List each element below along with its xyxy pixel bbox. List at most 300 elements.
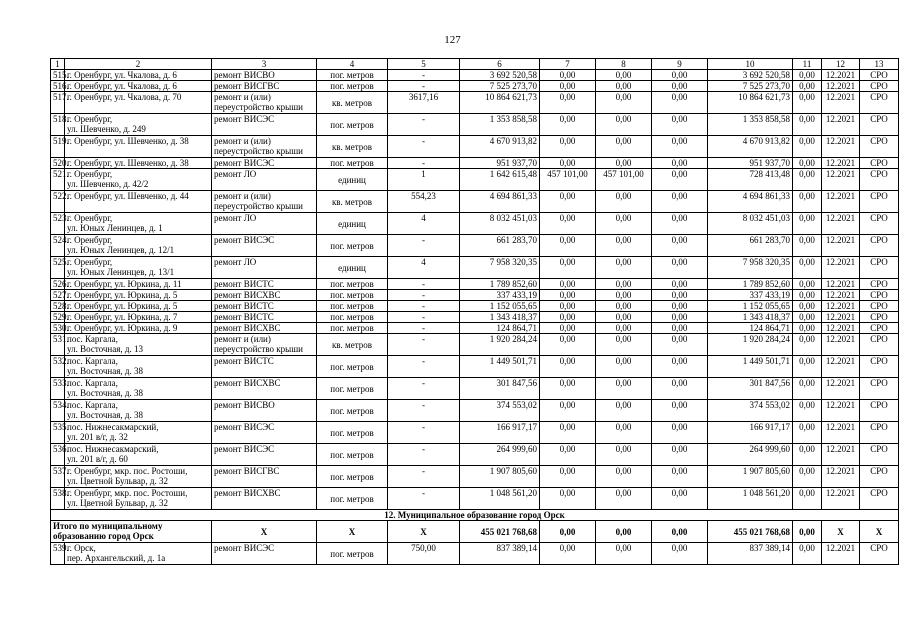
- address-line: пос. Каргала,: [67, 400, 118, 410]
- quantity-cell: -: [388, 422, 460, 444]
- address-line: г. Оренбург, ул. Юркина, д. 5: [67, 290, 178, 300]
- work-type-cell: [212, 169, 317, 191]
- quantity-cell: -: [388, 334, 460, 356]
- fund-cell: 457 101,00: [596, 169, 652, 191]
- address-line: г. Оренбург, ул. Чкалова, д. 70: [67, 92, 182, 102]
- row-number: 518.: [51, 114, 65, 136]
- work-type-cell: [212, 191, 317, 213]
- work-type-line: ремонт и (или): [214, 136, 271, 146]
- fund-cell: 0,00: [596, 488, 652, 510]
- fund-cell: 0,00: [652, 334, 708, 356]
- total-cell: 0,00: [596, 521, 652, 543]
- total-cell: 0,00: [540, 521, 596, 543]
- work-type-line: ремонт и (или): [214, 191, 271, 201]
- total-cost-cell: 124 864,71: [460, 323, 540, 334]
- unit-cell: пог. метров: [317, 158, 388, 169]
- method-cell: СРО: [860, 92, 899, 114]
- fund-cell: 0,00: [540, 543, 596, 565]
- total-cost-cell: 7 958 320,35: [460, 257, 540, 279]
- unit-cell: пог. метров: [317, 235, 388, 257]
- row-number: 535.: [51, 422, 65, 444]
- work-type-cell: [212, 114, 317, 136]
- owner-funds-cell: 1 789 852,60: [708, 279, 793, 290]
- row-number: 536.: [51, 444, 65, 466]
- table-row: [51, 356, 899, 378]
- total-cost-cell: 1 343 418,37: [460, 312, 540, 323]
- address-line: г. Оренбург, ул. Юркина, д. 5: [67, 301, 178, 311]
- quantity-cell: -: [388, 444, 460, 466]
- method-cell: СРО: [860, 334, 899, 356]
- unit-cell: пог. метров: [317, 323, 388, 334]
- owner-funds-cell: 1 343 418,37: [708, 312, 793, 323]
- fund-cell: 0,00: [652, 92, 708, 114]
- row-number: 523.: [51, 213, 65, 235]
- table-row: [51, 213, 899, 235]
- total-cost-cell: 10 864 621,73: [460, 92, 540, 114]
- column-header: 9: [652, 59, 708, 70]
- column-header: 11: [793, 59, 822, 70]
- table-row: [51, 114, 899, 136]
- fund-cell: 0,00: [652, 488, 708, 510]
- total-label: Итого по муниципальному образованию город Орск: [51, 521, 212, 543]
- fund-cell: 0,00: [596, 334, 652, 356]
- address-line: ул. 201 в/г, д. 32: [67, 432, 128, 442]
- work-type-cell: [212, 290, 317, 301]
- deadline-cell: 12.2021: [822, 158, 860, 169]
- other-funds-cell: 0,00: [793, 301, 822, 312]
- method-cell: СРО: [860, 114, 899, 136]
- work-type-cell: [212, 466, 317, 488]
- table-row: [51, 279, 899, 290]
- table-row: [51, 543, 899, 565]
- fund-cell: 0,00: [596, 235, 652, 257]
- method-cell: СРО: [860, 356, 899, 378]
- total-cost-cell: 4 670 913,82: [460, 136, 540, 158]
- quantity-cell: -: [388, 312, 460, 323]
- work-type-cell: [212, 400, 317, 422]
- work-type-line: переустройство крыши: [214, 201, 303, 211]
- unit-cell: кв. метров: [317, 191, 388, 213]
- address-cell: [65, 213, 212, 235]
- work-type-cell: [212, 312, 317, 323]
- other-funds-cell: 0,00: [793, 114, 822, 136]
- method-cell: СРО: [860, 422, 899, 444]
- work-type-cell: [212, 444, 317, 466]
- owner-funds-cell: 166 917,17: [708, 422, 793, 444]
- fund-cell: 0,00: [652, 290, 708, 301]
- work-type-cell: [212, 92, 317, 114]
- work-type-line: переустройство крыши: [214, 102, 303, 112]
- method-cell: СРО: [860, 488, 899, 510]
- other-funds-cell: 0,00: [793, 290, 822, 301]
- method-cell: СРО: [860, 213, 899, 235]
- method-cell: СРО: [860, 191, 899, 213]
- address-cell: [65, 466, 212, 488]
- fund-cell: 457 101,00: [540, 169, 596, 191]
- fund-cell: 0,00: [540, 334, 596, 356]
- method-cell: СРО: [860, 290, 899, 301]
- address-line: пос. Каргала,: [67, 334, 118, 344]
- other-funds-cell: 0,00: [793, 422, 822, 444]
- unit-cell: пог. метров: [317, 543, 388, 565]
- row-number: 521.: [51, 169, 65, 191]
- total-cost-cell: 7 525 273,70: [460, 81, 540, 92]
- owner-funds-cell: 1 048 561,20: [708, 488, 793, 510]
- column-header: 7: [540, 59, 596, 70]
- fund-cell: 0,00: [540, 158, 596, 169]
- owner-funds-cell: 837 389,14: [708, 543, 793, 565]
- total-cost-cell: 661 283,70: [460, 235, 540, 257]
- owner-funds-cell: 7 525 273,70: [708, 81, 793, 92]
- owner-funds-cell: 124 864,71: [708, 323, 793, 334]
- address-line: ул. Шевченко, д. 42/2: [67, 179, 149, 189]
- other-funds-cell: 0,00: [793, 312, 822, 323]
- address-cell: [65, 279, 212, 290]
- owner-funds-cell: 661 283,70: [708, 235, 793, 257]
- fund-cell: 0,00: [652, 158, 708, 169]
- method-cell: СРО: [860, 378, 899, 400]
- fund-cell: 0,00: [652, 312, 708, 323]
- method-cell: СРО: [860, 543, 899, 565]
- total-cost-cell: 8 032 451,03: [460, 213, 540, 235]
- owner-funds-cell: 1 449 501,71: [708, 356, 793, 378]
- fund-cell: 0,00: [652, 257, 708, 279]
- address-line: г. Оренбург, ул. Юркина, д. 11: [67, 279, 182, 289]
- fund-cell: 0,00: [540, 191, 596, 213]
- fund-cell: 0,00: [596, 158, 652, 169]
- table-row: [51, 92, 899, 114]
- row-number: 529.: [51, 312, 65, 323]
- fund-cell: 0,00: [540, 323, 596, 334]
- other-funds-cell: 0,00: [793, 488, 822, 510]
- fund-cell: 0,00: [652, 136, 708, 158]
- quantity-cell: -: [388, 114, 460, 136]
- quantity-cell: -: [388, 378, 460, 400]
- fund-cell: 0,00: [596, 81, 652, 92]
- fund-cell: 0,00: [596, 136, 652, 158]
- quantity-cell: -: [388, 488, 460, 510]
- row-number: 532.: [51, 356, 65, 378]
- table-row: [51, 323, 899, 334]
- quantity-cell: 554,23: [388, 191, 460, 213]
- total-cell: X: [388, 521, 460, 543]
- quantity-cell: -: [388, 81, 460, 92]
- fund-cell: 0,00: [540, 92, 596, 114]
- work-type-cell: [212, 70, 317, 81]
- total-cell: X: [822, 521, 860, 543]
- fund-cell: 0,00: [540, 422, 596, 444]
- fund-cell: 0,00: [596, 279, 652, 290]
- address-line: ул. Восточная, д. 38: [67, 388, 143, 398]
- unit-cell: кв. метров: [317, 92, 388, 114]
- other-funds-cell: 0,00: [793, 400, 822, 422]
- deadline-cell: 12.2021: [822, 543, 860, 565]
- fund-cell: 0,00: [596, 466, 652, 488]
- total-cost-cell: 1 920 284,24: [460, 334, 540, 356]
- fund-cell: 0,00: [652, 400, 708, 422]
- unit-cell: пог. метров: [317, 312, 388, 323]
- other-funds-cell: 0,00: [793, 235, 822, 257]
- row-number: 525.: [51, 257, 65, 279]
- total-cell: X: [212, 521, 317, 543]
- owner-funds-cell: 1 920 284,24: [708, 334, 793, 356]
- quantity-cell: -: [388, 290, 460, 301]
- deadline-cell: 12.2021: [822, 279, 860, 290]
- quantity-cell: 750,00: [388, 543, 460, 565]
- quantity-cell: 3617,16: [388, 92, 460, 114]
- fund-cell: 0,00: [652, 444, 708, 466]
- address-cell: [65, 257, 212, 279]
- column-header: 2: [65, 59, 212, 70]
- total-cost-cell: 1 449 501,71: [460, 356, 540, 378]
- owner-funds-cell: 1 152 055,65: [708, 301, 793, 312]
- total-cell: X: [860, 521, 899, 543]
- address-line: г. Оренбург,: [67, 257, 113, 267]
- deadline-cell: 12.2021: [822, 92, 860, 114]
- row-number: 527.: [51, 290, 65, 301]
- quantity-cell: -: [388, 70, 460, 81]
- row-number: 515.: [51, 70, 65, 81]
- table-row: [51, 257, 899, 279]
- work-type-cell: [212, 301, 317, 312]
- deadline-cell: 12.2021: [822, 235, 860, 257]
- address-line: г. Оренбург, ул. Чкалова, д. 6: [67, 81, 177, 91]
- work-type-line: ремонт ЛО: [214, 169, 257, 179]
- column-header: 12: [822, 59, 860, 70]
- row-number: 538.: [51, 488, 65, 510]
- unit-cell: пог. метров: [317, 444, 388, 466]
- row-number: 516.: [51, 81, 65, 92]
- other-funds-cell: 0,00: [793, 158, 822, 169]
- deadline-cell: 12.2021: [822, 290, 860, 301]
- fund-cell: 0,00: [596, 422, 652, 444]
- fund-cell: 0,00: [540, 378, 596, 400]
- total-cell: 0,00: [793, 521, 822, 543]
- table-row: [51, 466, 899, 488]
- total-row: [51, 521, 899, 543]
- work-type-line: ремонт ЛО: [214, 257, 257, 267]
- unit-cell: пог. метров: [317, 422, 388, 444]
- fund-cell: 0,00: [596, 290, 652, 301]
- address-line: г. Оренбург,: [67, 235, 113, 245]
- other-funds-cell: 0,00: [793, 257, 822, 279]
- work-type-cell: [212, 213, 317, 235]
- section-title: 12. Муниципальное образование город Орск: [51, 510, 899, 521]
- fund-cell: 0,00: [652, 356, 708, 378]
- address-cell: [65, 334, 212, 356]
- unit-cell: единиц: [317, 213, 388, 235]
- table-row: [51, 488, 899, 510]
- unit-cell: пог. метров: [317, 81, 388, 92]
- address-cell: [65, 92, 212, 114]
- owner-funds-cell: 4 694 861,33: [708, 191, 793, 213]
- deadline-cell: 12.2021: [822, 257, 860, 279]
- work-type-line: ремонт ВИСЭС: [214, 235, 275, 245]
- address-line: ул. Шевченко, д. 249: [67, 124, 146, 134]
- address-line: ул. Восточная, д. 38: [67, 410, 143, 420]
- fund-cell: 0,00: [540, 444, 596, 466]
- deadline-cell: 12.2021: [822, 334, 860, 356]
- address-line: г. Оренбург, ул. Шевченко, д. 38: [67, 158, 189, 168]
- owner-funds-cell: 374 553,02: [708, 400, 793, 422]
- address-cell: [65, 312, 212, 323]
- owner-funds-cell: 1 907 805,60: [708, 466, 793, 488]
- method-cell: СРО: [860, 70, 899, 81]
- fund-cell: 0,00: [540, 488, 596, 510]
- fund-cell: 0,00: [540, 279, 596, 290]
- row-number: 519.: [51, 136, 65, 158]
- total-cost-cell: 1 048 561,20: [460, 488, 540, 510]
- work-type-cell: [212, 235, 317, 257]
- column-header: 4: [317, 59, 388, 70]
- owner-funds-cell: 951 937,70: [708, 158, 793, 169]
- address-line: пер. Архангельский, д. 1а: [67, 553, 166, 563]
- work-type-cell: [212, 158, 317, 169]
- other-funds-cell: 0,00: [793, 466, 822, 488]
- table-row: [51, 158, 899, 169]
- total-cost-cell: 3 692 520,58: [460, 70, 540, 81]
- unit-cell: кв. метров: [317, 334, 388, 356]
- deadline-cell: 12.2021: [822, 422, 860, 444]
- work-type-cell: [212, 488, 317, 510]
- total-cell: 0,00: [652, 521, 708, 543]
- total-cost-cell: 4 694 861,33: [460, 191, 540, 213]
- work-type-line: ремонт ВИСТС: [214, 301, 274, 311]
- fund-cell: 0,00: [540, 81, 596, 92]
- address-line: пос. Нижнесакмарский,: [67, 444, 159, 454]
- other-funds-cell: 0,00: [793, 169, 822, 191]
- address-cell: [65, 422, 212, 444]
- deadline-cell: 12.2021: [822, 312, 860, 323]
- unit-cell: пог. метров: [317, 279, 388, 290]
- fund-cell: 0,00: [596, 257, 652, 279]
- other-funds-cell: 0,00: [793, 444, 822, 466]
- column-header: 10: [708, 59, 793, 70]
- fund-cell: 0,00: [540, 235, 596, 257]
- column-header: 6: [460, 59, 540, 70]
- other-funds-cell: 0,00: [793, 279, 822, 290]
- work-type-cell: [212, 543, 317, 565]
- work-type-line: ремонт ВИСГВС: [214, 81, 280, 91]
- address-line: г. Оренбург, ул. Юркина, д. 9: [67, 323, 178, 333]
- quantity-cell: -: [388, 158, 460, 169]
- work-type-line: ремонт и (или): [214, 334, 271, 344]
- fund-cell: 0,00: [596, 301, 652, 312]
- other-funds-cell: 0,00: [793, 191, 822, 213]
- total-cost-cell: 337 433,19: [460, 290, 540, 301]
- work-type-line: переустройство крыши: [214, 344, 303, 354]
- total-cost-cell: 1 907 805,60: [460, 466, 540, 488]
- address-cell: [65, 323, 212, 334]
- column-header: 13: [860, 59, 899, 70]
- method-cell: СРО: [860, 235, 899, 257]
- quantity-cell: -: [388, 235, 460, 257]
- work-type-line: ремонт и (или): [214, 92, 271, 102]
- row-number: 524.: [51, 235, 65, 257]
- fund-cell: 0,00: [652, 169, 708, 191]
- address-line: г. Оренбург, ул. Шевченко, д. 38: [67, 136, 189, 146]
- unit-cell: пог. метров: [317, 378, 388, 400]
- work-type-line: ремонт ВИСТС: [214, 279, 274, 289]
- row-number: 533.: [51, 378, 65, 400]
- table-row: [51, 136, 899, 158]
- table-row: [51, 169, 899, 191]
- work-type-cell: [212, 81, 317, 92]
- work-type-line: ремонт ВИСЭС: [214, 422, 275, 432]
- total-cost-cell: 951 937,70: [460, 158, 540, 169]
- column-header: 1: [51, 59, 65, 70]
- address-cell: [65, 290, 212, 301]
- address-cell: [65, 444, 212, 466]
- fund-cell: 0,00: [540, 466, 596, 488]
- work-type-line: ремонт ВИСТС: [214, 356, 274, 366]
- total-cell: 455 021 768,68: [460, 521, 540, 543]
- address-line: г. Оренбург, ул. Юркина, д. 7: [67, 312, 178, 322]
- work-type-cell: [212, 334, 317, 356]
- address-line: г. Оренбург,: [67, 213, 113, 223]
- address-line: пос. Нижнесакмарский,: [67, 422, 159, 432]
- work-type-line: ремонт ЛО: [214, 213, 257, 223]
- deadline-cell: 12.2021: [822, 114, 860, 136]
- table-row: [51, 422, 899, 444]
- owner-funds-cell: 264 999,60: [708, 444, 793, 466]
- method-cell: СРО: [860, 169, 899, 191]
- fund-cell: 0,00: [540, 290, 596, 301]
- table-row: [51, 312, 899, 323]
- owner-funds-cell: 337 433,19: [708, 290, 793, 301]
- section-row: [51, 510, 899, 521]
- method-cell: СРО: [860, 158, 899, 169]
- work-type-line: переустройство крыши: [214, 146, 303, 156]
- fund-cell: 0,00: [540, 312, 596, 323]
- fund-cell: 0,00: [596, 543, 652, 565]
- quantity-cell: -: [388, 400, 460, 422]
- fund-cell: 0,00: [652, 301, 708, 312]
- unit-cell: пог. метров: [317, 114, 388, 136]
- other-funds-cell: 0,00: [793, 92, 822, 114]
- table-row: [51, 400, 899, 422]
- work-type-line: ремонт ВИСЭС: [214, 444, 275, 454]
- deadline-cell: 12.2021: [822, 356, 860, 378]
- work-type-line: ремонт ВИСХВС: [214, 323, 281, 333]
- unit-cell: пог. метров: [317, 301, 388, 312]
- work-type-cell: [212, 323, 317, 334]
- deadline-cell: 12.2021: [822, 213, 860, 235]
- method-cell: СРО: [860, 279, 899, 290]
- total-cost-cell: 166 917,17: [460, 422, 540, 444]
- total-cell: X: [317, 521, 388, 543]
- address-line: пос. Каргала,: [67, 356, 118, 366]
- address-cell: [65, 400, 212, 422]
- address-line: ул. Восточная, д. 38: [67, 366, 143, 376]
- fund-cell: 0,00: [652, 422, 708, 444]
- unit-cell: единиц: [317, 169, 388, 191]
- table-row: [51, 235, 899, 257]
- deadline-cell: 12.2021: [822, 466, 860, 488]
- unit-cell: пог. метров: [317, 466, 388, 488]
- address-cell: [65, 169, 212, 191]
- row-number: 522.: [51, 191, 65, 213]
- fund-cell: 0,00: [596, 378, 652, 400]
- owner-funds-cell: 728 413,48: [708, 169, 793, 191]
- fund-cell: 0,00: [596, 70, 652, 81]
- work-type-line: ремонт ВИСВО: [214, 70, 275, 80]
- column-header: 5: [388, 59, 460, 70]
- fund-cell: 0,00: [596, 191, 652, 213]
- fund-cell: 0,00: [652, 213, 708, 235]
- fund-cell: 0,00: [652, 70, 708, 81]
- address-line: г. Оренбург, ул. Чкалова, д. 6: [67, 70, 177, 80]
